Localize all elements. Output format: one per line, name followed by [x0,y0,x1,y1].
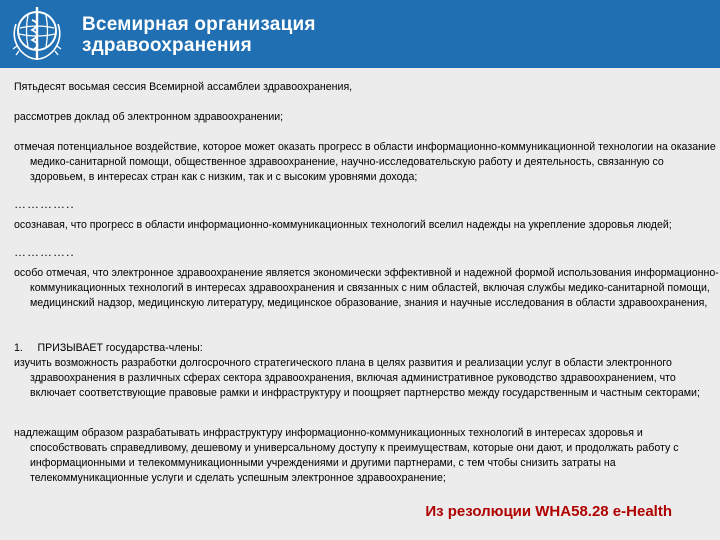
paragraph-aware: осознавая, что прогресс в области информационно-коммуникационных технологий вселил надежды на укрепление здоровья людей; [14,219,672,231]
paragraph-study-plan: изучить возможность разработки долгосрочного стратегического плана в целях развития и реализации услуг в области электронного здравоохранения в различных сферах сектора здравоохранения, включая административное руководство здравоохранением, что включает соответствующие правовые рамки и инфраструктуру и поощряет партнерство между государственным и частным секторами; [14,357,700,399]
who-emblem-icon [6,2,68,64]
organization-name [82,14,316,56]
paragraph-considered: рассмотрев доклад об электронном здравоохранении; [14,111,284,123]
source-caption: Из резолюции WHA58.28 e-Health [425,503,672,520]
ellipsis-separator-1: ………….. [14,197,75,211]
paragraph-infrastructure: надлежащим образом разрабатывать инфраструктуру информационно-коммуникационных технологий в интересах здоровья и способствовать справедливому, дешевому и универсальному доступу к преимуществам, которые они дают, и продолжать работу с информационными и телекоммуникационными учреждениями и другими партнерами, с тем чтобы снизить затраты на телекоммуникационные услуги и сделать успешным электронное здравоохранение; [14,427,679,484]
ellipsis-separator-2: ………….. [14,245,75,259]
paragraph-urges: 1. ПРИЗЫВАЕТ государства-члены: [14,342,203,354]
header-banner [0,0,720,68]
paragraph-especially-noting: особо отмечая, что электронное здравоохранение является экономически эффективной и надежной формой использования информационно-коммуникационных технологий в интересах здравоохранения и связанных с ним областей, включая службы медико-санитарной помощи, медицинский надзор, медицинскую литературу, медицинское образование, знания и научные исследования в области здравоохранения, [14,267,719,309]
org-name-line2: здравоохранения [82,35,252,56]
paragraph-session: Пятьдесят восьмая сессия Всемирной ассамблеи здравоохранения, [14,81,353,93]
org-name-line1: Всемирная организация [82,14,316,35]
paragraph-noting: отмечая потенциальное воздействие, которое может оказать прогресс в области информационно-коммуникационной технологии на оказание медико-санитарной помощи, общественное здравоохранение, научно-исследовательскую работу и деятельность, связанную со здоровьем, в интересах стран как с низким, так и с высоким уровнями дохода; [14,141,716,183]
